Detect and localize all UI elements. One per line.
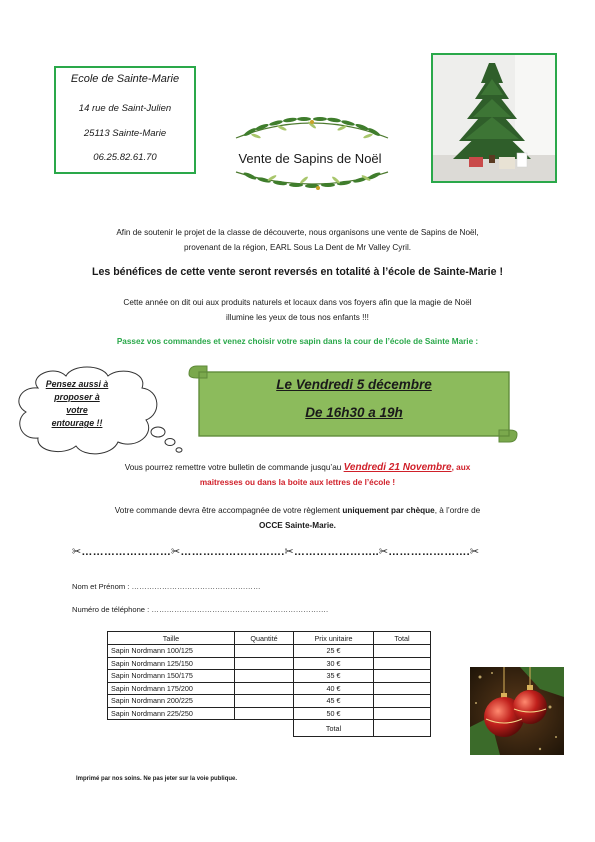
- intro-paragraph: [40, 225, 555, 255]
- intro-line-1: Afin de soutenir le projet de la classe de découverte, nous organisons une vente de Sapins de Noël,: [116, 228, 479, 237]
- school-name: Ecole de Sainte-Marie: [70, 73, 180, 85]
- cloud-message: [34, 378, 120, 430]
- natural-products-paragraph: [40, 295, 555, 325]
- price-cell: 50 €: [294, 707, 374, 720]
- christmas-tree-icon: [433, 55, 555, 181]
- price-cell: 30 €: [294, 657, 374, 670]
- quantity-cell[interactable]: [235, 695, 294, 708]
- payment-method: uniquement par chèque: [342, 506, 435, 515]
- header-total: Total: [374, 632, 431, 645]
- city-address: 25113 Sainte-Marie: [83, 127, 167, 139]
- size-cell: Sapin Nordmann 200/225: [108, 695, 235, 708]
- phone-field[interactable]: Numéro de téléphone : …………………………………………………………….: [72, 605, 329, 614]
- footer-note: Imprimé par nos soins. Ne pas jeter sur la voie publique.: [76, 776, 238, 782]
- benefits-statement: Les bénéfices de cette vente seront reversés en totalité à l’école de Sainte-Marie !: [92, 266, 503, 278]
- price-cell: 45 €: [294, 695, 374, 708]
- natural-line-1: Cette année on dit oui aux produits naturels et locaux dans vos foyers afin que la magie de Noël: [123, 298, 472, 307]
- order-table: [107, 631, 431, 737]
- phone-number: 06.25.82.61.70: [93, 152, 157, 163]
- price-cell: 25 €: [294, 645, 374, 658]
- total-label: Total: [294, 720, 374, 737]
- table-row: [108, 707, 431, 720]
- table-row: [108, 657, 431, 670]
- name-field[interactable]: Nom et Prénom : ……………………………………………: [72, 582, 261, 591]
- deadline-aux: , aux: [451, 463, 471, 472]
- size-cell: Sapin Nordmann 175/200: [108, 682, 235, 695]
- page-title: Vente de Sapins de Noël: [238, 151, 382, 166]
- total-cell[interactable]: [374, 657, 431, 670]
- cut-line: ✂……………………✂……………………….✂…………………..✂………………….✂: [72, 546, 480, 558]
- deadline-line-2: maitresses ou dans la boite aux lettres de l’école !: [199, 478, 396, 487]
- total-cell[interactable]: [374, 707, 431, 720]
- intro-line-2: provenant de la région, EARL Sous La Dent de Mr Valley Cyril.: [183, 243, 412, 252]
- table-row: [108, 695, 431, 708]
- total-cell[interactable]: [374, 645, 431, 658]
- garland-top-icon: [232, 112, 392, 144]
- size-cell: Sapin Nordmann 125/150: [108, 657, 235, 670]
- total-cell[interactable]: [374, 695, 431, 708]
- table-row: [108, 670, 431, 683]
- header-unit-price: Prix unitaire: [294, 632, 374, 645]
- deadline-paragraph: [40, 460, 555, 490]
- quantity-cell[interactable]: [235, 682, 294, 695]
- event-date: Le Vendredi 5 décembre: [276, 377, 432, 392]
- quantity-cell[interactable]: [235, 645, 294, 658]
- quantity-cell[interactable]: [235, 707, 294, 720]
- deadline-date: Vendredi 21 Novembre: [343, 462, 452, 473]
- size-cell: Sapin Nordmann 225/250: [108, 707, 235, 720]
- cloud-line-4: entourage !!: [51, 418, 103, 428]
- cloud-line-3: votre: [66, 405, 88, 415]
- header-size: Taille: [108, 632, 235, 645]
- address-box: [54, 66, 196, 174]
- price-cell: 40 €: [294, 682, 374, 695]
- size-cell: Sapin Nordmann 150/175: [108, 670, 235, 683]
- cloud-line-1: Pensez aussi à: [45, 379, 109, 389]
- table-total-row: [108, 720, 431, 737]
- payment-text: Votre commande devra être accompagnée de votre règlement: [114, 506, 343, 515]
- street-address: 14 rue de Saint-Julien: [78, 103, 172, 114]
- christmas-tree-photo: [431, 53, 557, 183]
- deadline-text: Vous pourrez remettre votre bulletin de commande jusqu’au: [124, 463, 342, 472]
- size-cell: Sapin Nordmann 100/125: [108, 645, 235, 658]
- payment-order: , à l’ordre de: [434, 506, 481, 515]
- quantity-cell[interactable]: [235, 657, 294, 670]
- header-quantity: Quantité: [235, 632, 294, 645]
- total-cell[interactable]: [374, 670, 431, 683]
- grand-total-cell[interactable]: [374, 720, 431, 737]
- garland-bottom-icon: [232, 166, 392, 196]
- cloud-line-2: proposer à: [54, 392, 100, 402]
- table-row: [108, 682, 431, 695]
- call-to-action: Passez vos commandes et venez choisir votre sapin dans la cour de l’école de Sainte Marie :: [116, 337, 479, 346]
- table-row: [108, 645, 431, 658]
- quantity-cell[interactable]: [235, 670, 294, 683]
- christmas-baubles-icon: [470, 667, 564, 755]
- event-time: De 16h30 a 19h: [305, 405, 403, 420]
- total-cell[interactable]: [374, 682, 431, 695]
- payment-paragraph: [40, 503, 555, 533]
- payee-name: OCCE Sainte-Marie.: [259, 521, 336, 530]
- natural-line-2: illumine les yeux de tous nos enfants !!!: [226, 313, 369, 322]
- price-cell: 35 €: [294, 670, 374, 683]
- table-header-row: [108, 632, 431, 645]
